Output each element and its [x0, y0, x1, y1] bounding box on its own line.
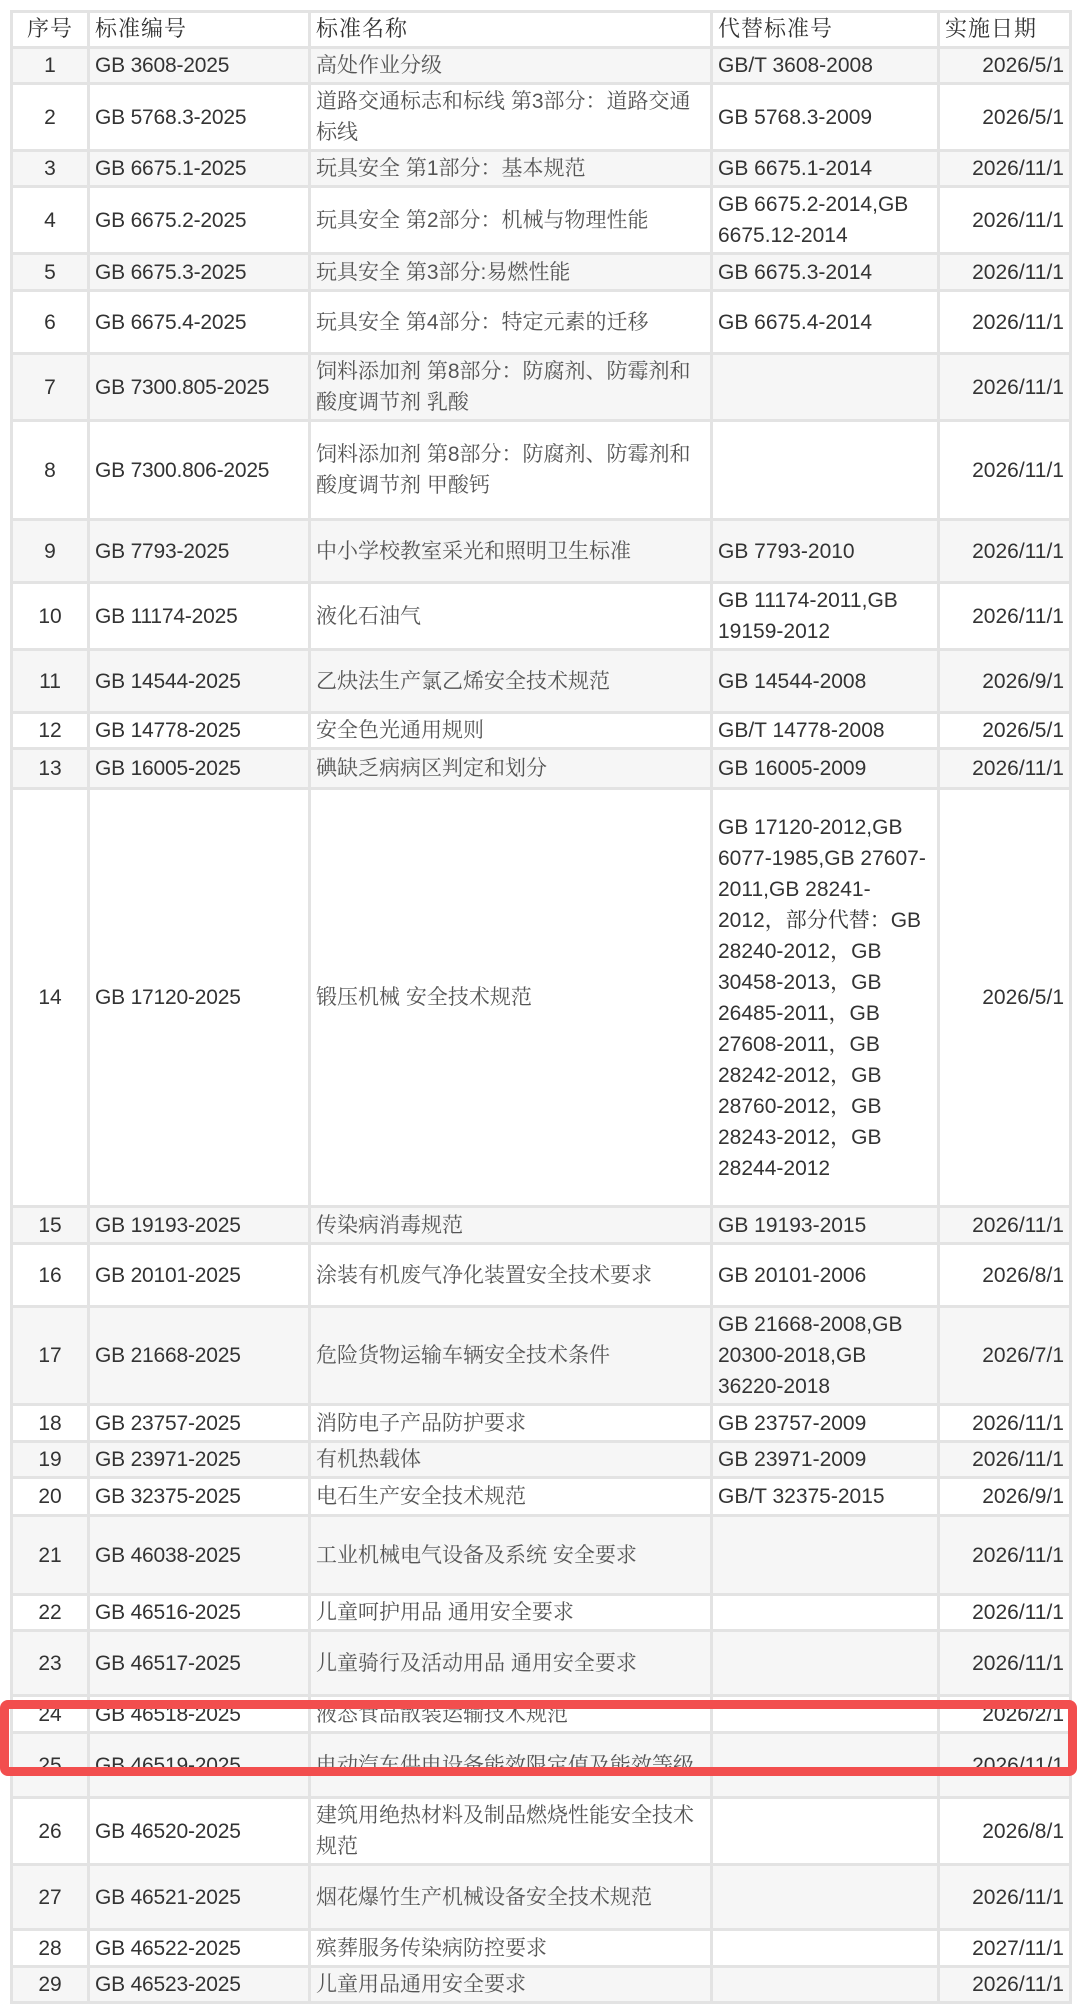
effective-date-cell: 2026/5/1 — [939, 48, 1071, 84]
standard-code-cell: GB 46520-2025 — [89, 1798, 310, 1865]
table-row — [12, 713, 1071, 749]
serial-number-cell: 28 — [12, 1930, 89, 1967]
effective-date-cell: 2026/9/1 — [939, 1478, 1071, 1516]
serial-number-cell: 7 — [12, 354, 89, 421]
standard-name-cell: 饲料添加剂 第8部分：防腐剂、防霉剂和酸度调节剂 甲酸钙 — [310, 421, 712, 520]
effective-date-cell: 2026/11/1 — [939, 1631, 1071, 1696]
standard-name-cell: 儿童呵护用品 通用安全要求 — [310, 1595, 712, 1631]
table-row — [12, 1207, 1071, 1244]
serial-number-cell: 3 — [12, 151, 89, 187]
table-body — [12, 48, 1071, 2003]
standard-name-cell: 液态食品散装运输技术规范 — [310, 1696, 712, 1733]
replaced-standard-cell: GB 14544-2008 — [712, 650, 939, 713]
table-row — [12, 1865, 1071, 1930]
replaced-standard-cell: GB 23971-2009 — [712, 1442, 939, 1478]
table-row — [12, 1696, 1071, 1733]
serial-number-cell: 24 — [12, 1696, 89, 1733]
table-row — [12, 48, 1071, 84]
header-standard-name: 标准名称 — [310, 12, 712, 48]
serial-number-cell: 11 — [12, 650, 89, 713]
standard-code-cell: GB 16005-2025 — [89, 749, 310, 789]
serial-number-cell: 14 — [12, 789, 89, 1207]
replaced-standard-cell: GB 6675.4-2014 — [712, 291, 939, 354]
replaced-standard-cell: GB/T 32375-2015 — [712, 1478, 939, 1516]
table-row — [12, 84, 1071, 151]
table-row — [12, 151, 1071, 187]
replaced-standard-cell: GB 6675.1-2014 — [712, 151, 939, 187]
standard-name-cell: 儿童骑行及活动用品 通用安全要求 — [310, 1631, 712, 1696]
serial-number-cell: 6 — [12, 291, 89, 354]
standard-name-cell: 电动汽车供电设备能效限定值及能效等级 — [310, 1733, 712, 1798]
standard-name-cell: 饲料添加剂 第8部分：防腐剂、防霉剂和酸度调节剂 乳酸 — [310, 354, 712, 421]
standard-name-cell: 玩具安全 第4部分：特定元素的迁移 — [310, 291, 712, 354]
standard-code-cell: GB 3608-2025 — [89, 48, 310, 84]
replaced-standard-cell — [712, 421, 939, 520]
effective-date-cell: 2026/11/1 — [939, 1405, 1071, 1442]
table-row — [12, 1478, 1071, 1516]
standard-code-cell: GB 17120-2025 — [89, 789, 310, 1207]
replaced-standard-cell — [712, 354, 939, 421]
effective-date-cell: 2026/11/1 — [939, 291, 1071, 354]
table-row — [12, 650, 1071, 713]
effective-date-cell: 2026/2/1 — [939, 1696, 1071, 1733]
standard-code-cell: GB 6675.3-2025 — [89, 254, 310, 291]
replaced-standard-cell: GB 5768.3-2009 — [712, 84, 939, 151]
replaced-standard-cell: GB 6675.3-2014 — [712, 254, 939, 291]
replaced-standard-cell: GB 11174-2011,GB 19159-2012 — [712, 583, 939, 650]
standard-name-cell: 道路交通标志和标线 第3部分：道路交通标线 — [310, 84, 712, 151]
standard-name-cell: 消防电子产品防护要求 — [310, 1405, 712, 1442]
replaced-standard-cell: GB/T 14778-2008 — [712, 713, 939, 749]
header-replaced-standard: 代替标准号 — [712, 12, 939, 48]
standard-code-cell: GB 32375-2025 — [89, 1478, 310, 1516]
standard-code-cell: GB 46517-2025 — [89, 1631, 310, 1696]
standard-code-cell: GB 7300.806-2025 — [89, 421, 310, 520]
replaced-standard-cell — [712, 1595, 939, 1631]
serial-number-cell: 26 — [12, 1798, 89, 1865]
standard-name-cell: 儿童用品通用安全要求 — [310, 1967, 712, 2003]
effective-date-cell: 2026/11/1 — [939, 254, 1071, 291]
serial-number-cell: 16 — [12, 1244, 89, 1307]
table-row — [12, 1930, 1071, 1967]
effective-date-cell: 2026/5/1 — [939, 84, 1071, 151]
header-standard-code: 标准编号 — [89, 12, 310, 48]
effective-date-cell: 2026/5/1 — [939, 713, 1071, 749]
replaced-standard-cell — [712, 1516, 939, 1595]
serial-number-cell: 15 — [12, 1207, 89, 1244]
table-row — [12, 1307, 1071, 1405]
replaced-standard-cell: GB/T 3608-2008 — [712, 48, 939, 84]
table-row — [12, 421, 1071, 520]
effective-date-cell: 2026/11/1 — [939, 1207, 1071, 1244]
standard-name-cell: 液化石油气 — [310, 583, 712, 650]
standard-name-cell: 传染病消毒规范 — [310, 1207, 712, 1244]
effective-date-cell: 2026/11/1 — [939, 1442, 1071, 1478]
replaced-standard-cell: GB 16005-2009 — [712, 749, 939, 789]
effective-date-cell: 2026/8/1 — [939, 1244, 1071, 1307]
standard-name-cell: 建筑用绝热材料及制品燃烧性能安全技术规范 — [310, 1798, 712, 1865]
standard-name-cell: 玩具安全 第3部分:易燃性能 — [310, 254, 712, 291]
standard-code-cell: GB 11174-2025 — [89, 583, 310, 650]
replaced-standard-cell: GB 21668-2008,GB 20300-2018,GB 36220-2018 — [712, 1307, 939, 1405]
standard-name-cell: 安全色光通用规则 — [310, 713, 712, 749]
serial-number-cell: 1 — [12, 48, 89, 84]
replaced-standard-cell — [712, 1631, 939, 1696]
replaced-standard-cell: GB 17120-2012,GB 6077-1985,GB 27607-2011,GB 28241-2012，部分代替：GB 28240-2012，GB 30458-2013，GB 26485-2011，GB 27608-2011，GB 28242-2012，GB 28760-2012，GB 28243-2012，GB 28244-2012 — [712, 789, 939, 1207]
standards-table — [10, 10, 1072, 2004]
standard-name-cell: 乙炔法生产氯乙烯安全技术规范 — [310, 650, 712, 713]
effective-date-cell: 2026/7/1 — [939, 1307, 1071, 1405]
replaced-standard-cell: GB 23757-2009 — [712, 1405, 939, 1442]
standard-code-cell: GB 7793-2025 — [89, 520, 310, 583]
standard-name-cell: 电石生产安全技术规范 — [310, 1478, 712, 1516]
effective-date-cell: 2026/11/1 — [939, 1595, 1071, 1631]
standard-code-cell: GB 46518-2025 — [89, 1696, 310, 1733]
effective-date-cell: 2026/11/1 — [939, 151, 1071, 187]
effective-date-cell: 2027/11/1 — [939, 1930, 1071, 1967]
standard-code-cell: GB 46522-2025 — [89, 1930, 310, 1967]
standard-code-cell: GB 46038-2025 — [89, 1516, 310, 1595]
header-serial-number: 序号 — [12, 12, 89, 48]
table-row — [12, 749, 1071, 789]
standard-code-cell: GB 6675.1-2025 — [89, 151, 310, 187]
serial-number-cell: 18 — [12, 1405, 89, 1442]
standard-code-cell: GB 46521-2025 — [89, 1865, 310, 1930]
standard-name-cell: 中小学校教室采光和照明卫生标准 — [310, 520, 712, 583]
standard-name-cell: 危险货物运输车辆安全技术条件 — [310, 1307, 712, 1405]
effective-date-cell: 2026/5/1 — [939, 789, 1071, 1207]
table-row — [12, 520, 1071, 583]
serial-number-cell: 17 — [12, 1307, 89, 1405]
effective-date-cell: 2026/11/1 — [939, 1733, 1071, 1798]
effective-date-cell: 2026/9/1 — [939, 650, 1071, 713]
effective-date-cell: 2026/11/1 — [939, 421, 1071, 520]
standard-name-cell: 碘缺乏病病区判定和划分 — [310, 749, 712, 789]
table-header-row — [12, 12, 1071, 48]
serial-number-cell: 2 — [12, 84, 89, 151]
replaced-standard-cell — [712, 1798, 939, 1865]
standard-code-cell: GB 46523-2025 — [89, 1967, 310, 2003]
standard-name-cell: 工业机械电气设备及系统 安全要求 — [310, 1516, 712, 1595]
standard-code-cell: GB 6675.4-2025 — [89, 291, 310, 354]
serial-number-cell: 20 — [12, 1478, 89, 1516]
standard-name-cell: 玩具安全 第1部分：基本规范 — [310, 151, 712, 187]
standard-code-cell: GB 19193-2025 — [89, 1207, 310, 1244]
effective-date-cell: 2026/11/1 — [939, 1967, 1071, 2003]
header-effective-date: 实施日期 — [939, 12, 1071, 48]
serial-number-cell: 29 — [12, 1967, 89, 2003]
effective-date-cell: 2026/11/1 — [939, 187, 1071, 254]
effective-date-cell: 2026/8/1 — [939, 1798, 1071, 1865]
table-row — [12, 583, 1071, 650]
serial-number-cell: 13 — [12, 749, 89, 789]
standard-code-cell: GB 23757-2025 — [89, 1405, 310, 1442]
table-row — [12, 1595, 1071, 1631]
table-row — [12, 1442, 1071, 1478]
standard-code-cell: GB 20101-2025 — [89, 1244, 310, 1307]
effective-date-cell: 2026/11/1 — [939, 583, 1071, 650]
replaced-standard-cell: GB 6675.2-2014,GB 6675.12-2014 — [712, 187, 939, 254]
standard-name-cell: 涂装有机废气净化装置安全技术要求 — [310, 1244, 712, 1307]
standard-name-cell: 烟花爆竹生产机械设备安全技术规范 — [310, 1865, 712, 1930]
table-row — [12, 1631, 1071, 1696]
serial-number-cell: 10 — [12, 583, 89, 650]
replaced-standard-cell — [712, 1930, 939, 1967]
standard-name-cell: 有机热载体 — [310, 1442, 712, 1478]
standard-name-cell: 玩具安全 第2部分：机械与物理性能 — [310, 187, 712, 254]
serial-number-cell: 8 — [12, 421, 89, 520]
effective-date-cell: 2026/11/1 — [939, 1865, 1071, 1930]
table-row — [12, 254, 1071, 291]
replaced-standard-cell — [712, 1733, 939, 1798]
table-row — [12, 1798, 1071, 1865]
effective-date-cell: 2026/11/1 — [939, 520, 1071, 583]
replaced-standard-cell: GB 19193-2015 — [712, 1207, 939, 1244]
standard-code-cell: GB 21668-2025 — [89, 1307, 310, 1405]
effective-date-cell: 2026/11/1 — [939, 354, 1071, 421]
standards-table-container — [10, 10, 1069, 2004]
table-row — [12, 1244, 1071, 1307]
serial-number-cell: 9 — [12, 520, 89, 583]
table-row — [12, 1733, 1071, 1798]
replaced-standard-cell — [712, 1865, 939, 1930]
table-row — [12, 1516, 1071, 1595]
table-row — [12, 789, 1071, 1207]
standard-name-cell: 高处作业分级 — [310, 48, 712, 84]
table-row — [12, 1405, 1071, 1442]
standard-code-cell: GB 46516-2025 — [89, 1595, 310, 1631]
standard-code-cell: GB 14778-2025 — [89, 713, 310, 749]
standard-code-cell: GB 6675.2-2025 — [89, 187, 310, 254]
serial-number-cell: 12 — [12, 713, 89, 749]
table-row — [12, 187, 1071, 254]
serial-number-cell: 25 — [12, 1733, 89, 1798]
table-row — [12, 354, 1071, 421]
replaced-standard-cell: GB 7793-2010 — [712, 520, 939, 583]
standard-name-cell: 锻压机械 安全技术规范 — [310, 789, 712, 1207]
replaced-standard-cell — [712, 1696, 939, 1733]
serial-number-cell: 27 — [12, 1865, 89, 1930]
serial-number-cell: 5 — [12, 254, 89, 291]
standard-code-cell: GB 23971-2025 — [89, 1442, 310, 1478]
standard-code-cell: GB 5768.3-2025 — [89, 84, 310, 151]
effective-date-cell: 2026/11/1 — [939, 749, 1071, 789]
effective-date-cell: 2026/11/1 — [939, 1516, 1071, 1595]
serial-number-cell: 23 — [12, 1631, 89, 1696]
serial-number-cell: 22 — [12, 1595, 89, 1631]
serial-number-cell: 4 — [12, 187, 89, 254]
standard-code-cell: GB 14544-2025 — [89, 650, 310, 713]
standard-name-cell: 殡葬服务传染病防控要求 — [310, 1930, 712, 1967]
serial-number-cell: 19 — [12, 1442, 89, 1478]
table-row — [12, 291, 1071, 354]
standard-code-cell: GB 7300.805-2025 — [89, 354, 310, 421]
standard-code-cell: GB 46519-2025 — [89, 1733, 310, 1798]
serial-number-cell: 21 — [12, 1516, 89, 1595]
replaced-standard-cell: GB 20101-2006 — [712, 1244, 939, 1307]
